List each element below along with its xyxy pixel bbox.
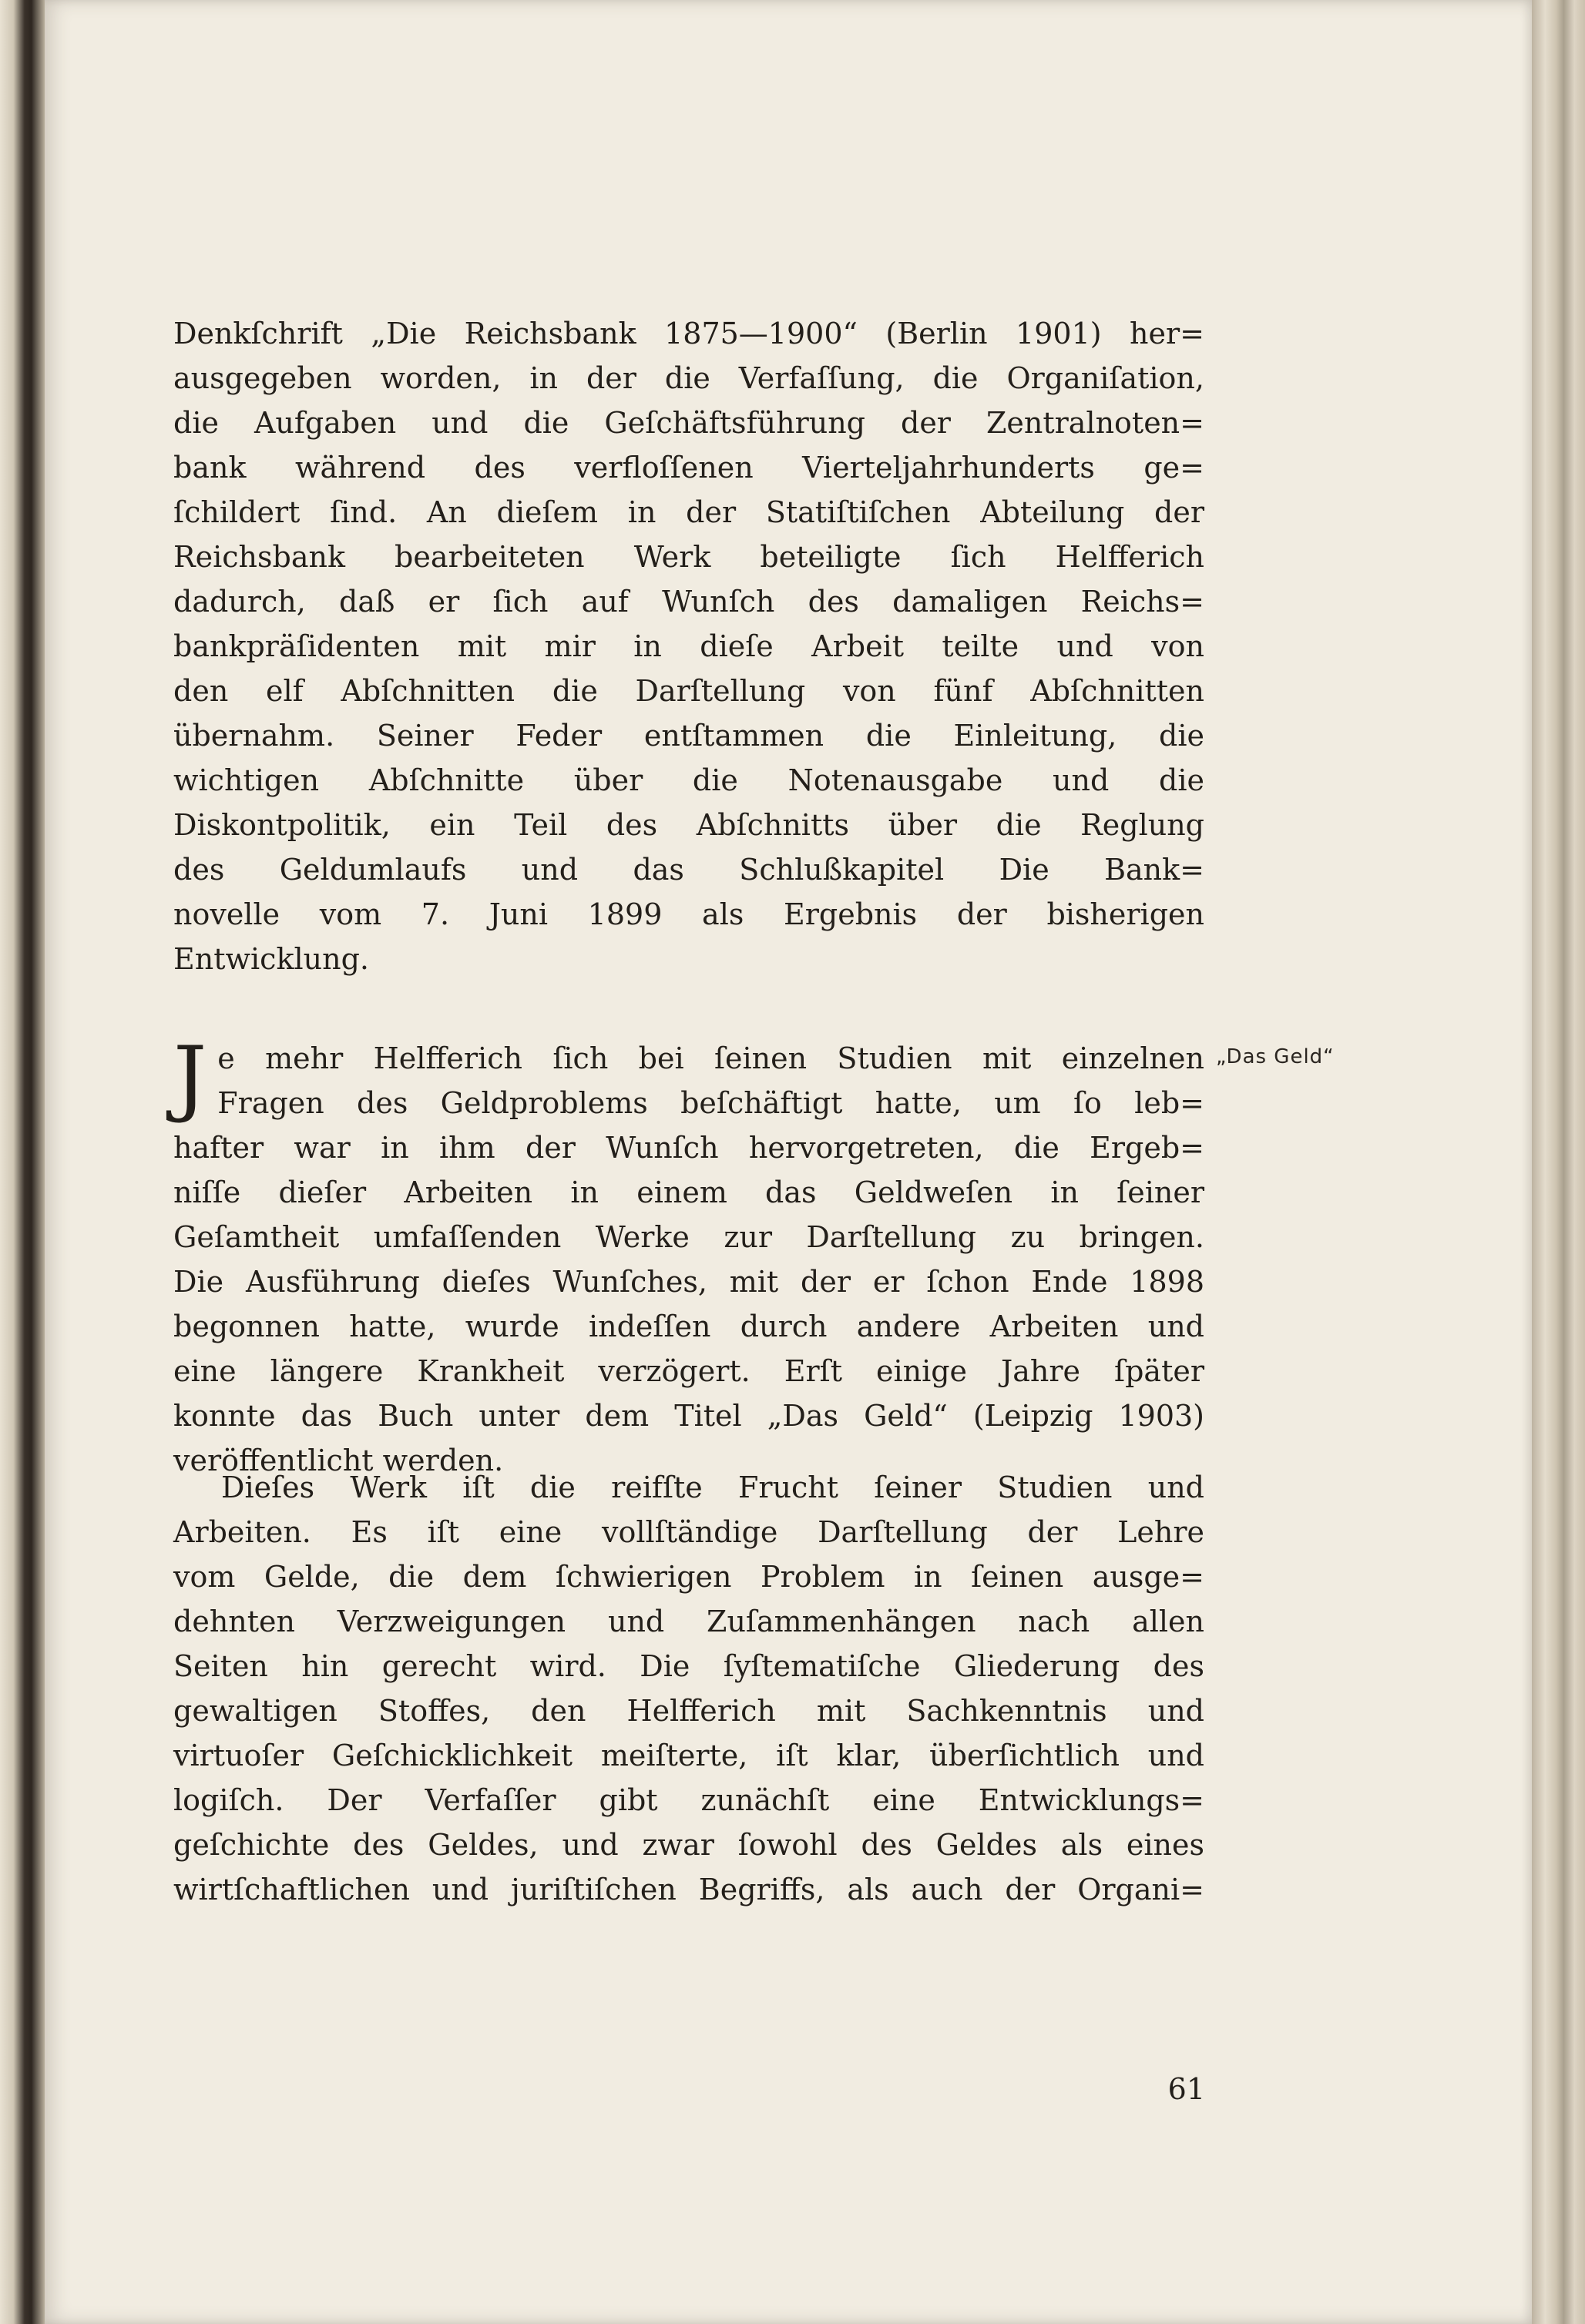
paragraph-1 xyxy=(173,311,1204,981)
text-line: ausgegeben worden, in der die Verfaſſung, die Organiſation, xyxy=(173,361,1204,395)
text-line: hafter war in ihm der Wunſch hervorgetreten, die Ergeb= xyxy=(173,1131,1204,1165)
text-line: virtuoſer Geſchicklichkeit meiſterte, iſt klar, überſichtlich und xyxy=(173,1739,1204,1772)
text-line: Diskontpolitik, ein Teil des Abſchnitts über die Reglung xyxy=(173,808,1204,842)
margin-note: „Das Geld“ xyxy=(1216,1045,1335,1068)
text-line: übernahm. Seiner Feder entſtammen die Einleitung, die xyxy=(173,719,1204,753)
text-line: des Geldumlaufs und das Schlußkapitel Die Bank= xyxy=(173,853,1204,887)
text-line: Reichsbank bearbeiteten Werk beteiligte ſich Helfferich xyxy=(173,540,1204,574)
text-line: bankpräſidenten mit mir in dieſe Arbeit teilte und von xyxy=(173,629,1204,663)
text-line: dehnten Verzweigungen und Zuſammenhängen nach allen xyxy=(173,1605,1204,1638)
text-line: Arbeiten. Es iſt eine vollſtändige Darſtellung der Lehre xyxy=(173,1515,1204,1549)
text-line: ſchildert ſind. An dieſem in der Statiſtiſchen Abteilung der xyxy=(173,495,1204,529)
text-line: eine längere Krankheit verzögert. Erſt einige Jahre ſpäter xyxy=(173,1354,1204,1388)
text-line: Seiten hin gerecht wird. Die ſyſtematiſche Gliederung des xyxy=(173,1649,1204,1683)
text-line: den elf Abſchnitten die Darſtellung von fünf Abſchnitten xyxy=(173,674,1204,708)
text-line: Dieſes Werk iſt die reifſte Frucht ſeiner Studien und xyxy=(221,1471,1204,1504)
text-line: geſchichte des Geldes, und zwar ſowohl des Geldes als eines xyxy=(173,1828,1204,1862)
text-line: Geſamtheit umfaſſenden Werke zur Darſtellung zu bringen. xyxy=(173,1220,1204,1254)
text-line: vom Gelde, die dem ſchwierigen Problem in ſeinen ausge= xyxy=(173,1560,1204,1594)
text-line: logiſch. Der Verfaſſer gibt zunächſt eine Entwicklungs= xyxy=(173,1783,1204,1817)
text-line: Fragen des Geldproblems beſchäftigt hatte, um ſo leb= xyxy=(217,1086,1204,1120)
page-number: 61 xyxy=(1167,2072,1205,2106)
book-gutter xyxy=(0,0,45,2324)
text-line: e mehr Helfferich ſich bei ſeinen Studien mit einzelnen xyxy=(217,1041,1204,1075)
text-line: niſſe dieſer Arbeiten in einem das Geldweſen in ſeiner xyxy=(173,1175,1204,1209)
text-line: die Aufgaben und die Geſchäftsführung der Zentralnoten= xyxy=(173,406,1204,440)
text-line: Denkſchrift „Die Reichsbank 1875—1900“ (Berlin 1901) her= xyxy=(173,317,1204,350)
text-line: gewaltigen Stoffes, den Helfferich mit Sachkenntnis und xyxy=(173,1694,1204,1728)
text-line: begonnen hatte, wurde indeſſen durch andere Arbeiten und xyxy=(173,1310,1204,1343)
text-line: novelle vom 7. Juni 1899 als Ergebnis der bisherigen xyxy=(173,897,1204,931)
drop-cap: J xyxy=(173,1029,207,1125)
page-edge xyxy=(1532,0,1585,2324)
paragraph-2 xyxy=(173,1029,1204,1483)
text-line: konnte das Buch unter dem Titel „Das Geld“ (Leipzig 1903) xyxy=(173,1399,1204,1433)
text-line: Entwicklung. xyxy=(173,942,369,976)
text-line: wirtſchaftlichen und juriſtiſchen Begriffs, als auch der Organi= xyxy=(173,1873,1204,1906)
paragraph-3 xyxy=(173,1465,1204,1912)
text-line: Die Ausführung dieſes Wunſches, mit der er ſchon Ende 1898 xyxy=(173,1265,1204,1299)
text-line: wichtigen Abſchnitte über die Notenausgabe und die xyxy=(173,763,1204,797)
text-line: veröffentlicht werden. xyxy=(173,1444,504,1477)
text-line: bank während des verfloſſenen Vierteljahrhunderts ge= xyxy=(173,451,1204,485)
text-line: dadurch, daß er ſich auf Wunſch des damaligen Reichs= xyxy=(173,585,1204,619)
